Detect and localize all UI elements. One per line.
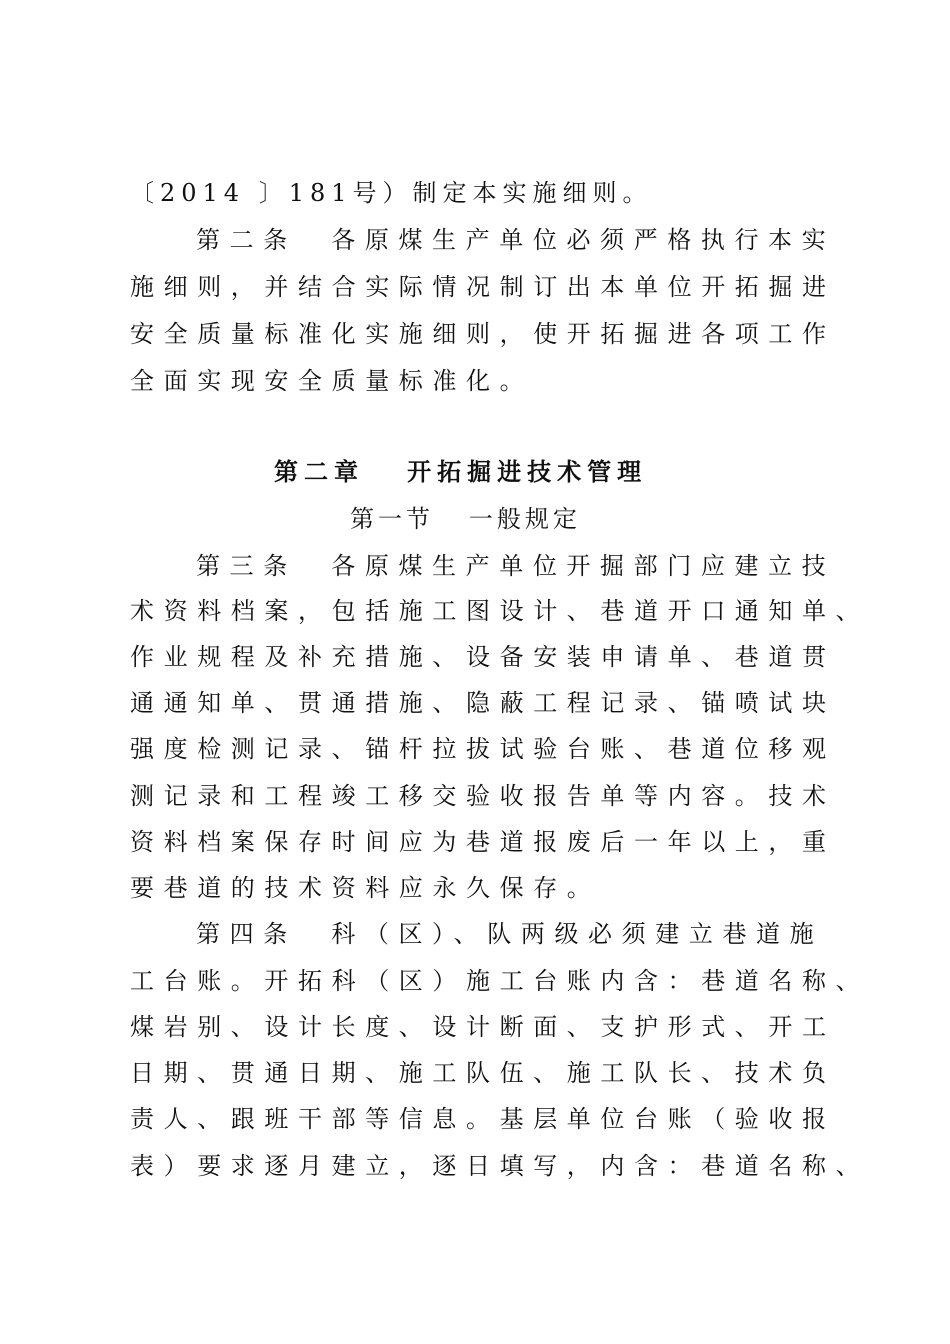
text-line: 术资料档案，包括施工图设计、巷道开口通知单、 bbox=[130, 597, 870, 625]
text-line: 资料档案保存时间应为巷道报废后一年以上，重 bbox=[130, 828, 836, 856]
text-line: 要巷道的技术资料应永久保存。 bbox=[130, 874, 601, 902]
text-line: 测记录和工程竣工移交验收报告单等内容。技术 bbox=[130, 782, 836, 810]
text-line: 第三条 各原煤生产单位开掘部门应建立技 bbox=[196, 552, 836, 580]
text-line: 〔2014 〕181号）制定本实施细则。 bbox=[130, 179, 653, 207]
text-line: 安全质量标准化实施细则，使开拓掘进各项工作 bbox=[130, 320, 836, 348]
text-line: 责人、跟班干部等信息。基层单位台账（验收报 bbox=[130, 1105, 836, 1133]
text-line: 第二条 各原煤生产单位必须严格执行本实 bbox=[196, 226, 836, 254]
text-line: 煤岩别、设计长度、设计断面、支护形式、开工 bbox=[130, 1013, 836, 1041]
text-line: 工台账。开拓科（区）施工台账内含：巷道名称、 bbox=[130, 967, 870, 995]
text-line: 日期、贯通日期、施工队伍、施工队长、技术负 bbox=[130, 1059, 836, 1087]
text-line: 作业规程及补充措施、设备安装申请单、巷道贯 bbox=[130, 643, 836, 671]
text-line: 施细则，并结合实际情况制订出本单位开拓掘进 bbox=[130, 273, 836, 301]
text-line: 强度检测记录、锚杆拉拔试验台账、巷道位移观 bbox=[130, 735, 836, 763]
section-heading: 第一节 一般规定 bbox=[350, 505, 581, 533]
text-line: 全面实现安全质量标准化。 bbox=[130, 367, 534, 395]
chapter-heading: 第二章 开拓掘进技术管理 bbox=[274, 458, 648, 486]
text-line: 通通知单、贯通措施、隐蔽工程记录、锚喷试块 bbox=[130, 689, 836, 717]
text-line: 第四条 科（区）、队两级必须建立巷道施 bbox=[196, 920, 824, 948]
text-line: 表）要求逐月建立，逐日填写，内含：巷道名称、 bbox=[130, 1152, 870, 1180]
